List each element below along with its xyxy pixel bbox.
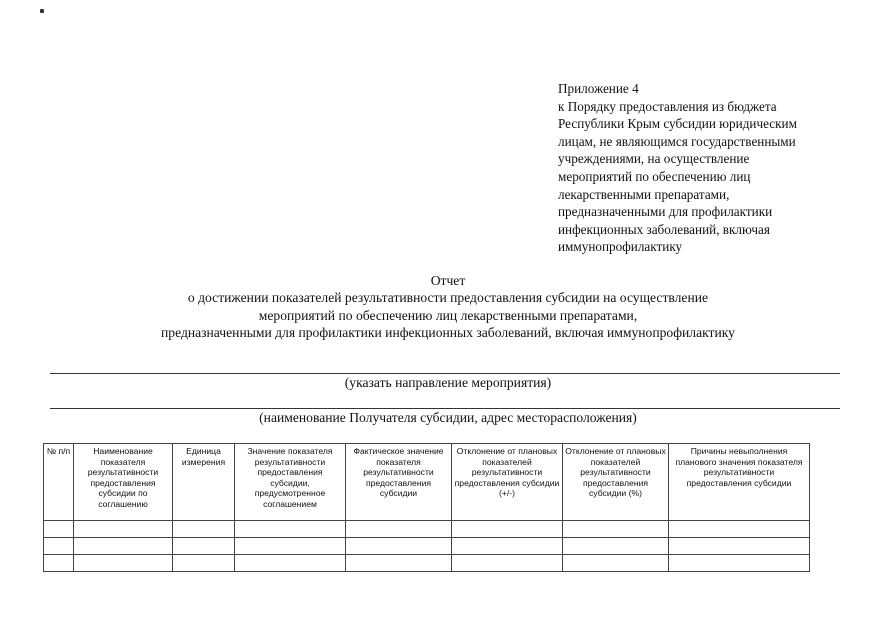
direction-fill-line[interactable] [50, 373, 840, 374]
appendix-line: лицам, не являющимся государственными [558, 133, 796, 149]
header-deviation-percent: Отклонение от плановых показателей результативности предоставления субсидии (%) [563, 444, 669, 521]
table-cell[interactable] [669, 521, 810, 538]
table-cell[interactable] [563, 538, 669, 555]
table-cell[interactable] [452, 555, 563, 572]
table-row [44, 521, 810, 538]
direction-caption: (указать направление мероприятия) [344, 375, 552, 390]
appendix-line: предназначенными для профилактики [558, 204, 773, 220]
table-cell[interactable] [74, 538, 173, 555]
appendix-line: к Порядку предоставления из бюджета [558, 98, 777, 114]
table-cell[interactable] [74, 555, 173, 572]
table-cell[interactable] [452, 521, 563, 538]
table-cell[interactable] [346, 555, 452, 572]
table-row [44, 555, 810, 572]
appendix-line: мероприятий по обеспечению лиц [558, 168, 751, 184]
appendix-line: лекарственными препаратами, [558, 186, 730, 202]
recipient-fill-line[interactable] [50, 408, 840, 409]
table-cell[interactable] [44, 538, 74, 555]
appendix-line: иммунопрофилактику [558, 239, 683, 255]
report-heading [0, 272, 896, 342]
report-subtitle-line: мероприятий по обеспечению лиц лекарственными препаратами, [258, 307, 638, 323]
header-reasons: Причины невыполнения планового значения показателя результативности предоставления субсидии [669, 444, 810, 521]
table-cell[interactable] [346, 521, 452, 538]
table-header-row [44, 444, 810, 521]
appendix-line: инфекционных заболеваний, включая [558, 221, 770, 237]
table-cell[interactable] [235, 555, 346, 572]
table-cell[interactable] [44, 521, 74, 538]
header-unit: Единица измерения [173, 444, 235, 521]
report-subtitle-line: о достижении показателей результативности предоставления субсидии на осуществление [187, 290, 709, 306]
indicators-table [43, 443, 810, 572]
table-cell[interactable] [235, 521, 346, 538]
appendix-line: Приложение 4 [558, 81, 639, 96]
table-cell[interactable] [173, 538, 235, 555]
recipient-caption: (наименование Получателя субсидии, адрес месторасположения) [259, 410, 637, 425]
table-cell[interactable] [173, 555, 235, 572]
table-cell[interactable] [669, 538, 810, 555]
table-cell[interactable] [173, 521, 235, 538]
appendix-line: учреждениями, на осуществление [558, 151, 750, 167]
table-cell[interactable] [235, 538, 346, 555]
appendix-note [558, 80, 858, 256]
table-cell[interactable] [669, 555, 810, 572]
report-subtitle-line: предназначенными для профилактики инфекционных заболеваний, включая иммунопрофилактику [161, 325, 735, 341]
scan-speck [40, 9, 44, 13]
header-deviation-abs: Отклонение от плановых показателей результативности предоставления субсидии (+/-) [452, 444, 563, 521]
header-indicator-name: Наименование показателя результативности предоставления субсидии по соглашению [74, 444, 173, 521]
header-planned-value: Значение показателя результативности предоставления субсидии, предусмотренное соглашением [235, 444, 346, 521]
table-cell[interactable] [44, 555, 74, 572]
report-title: Отчет [430, 273, 466, 288]
table-cell[interactable] [563, 555, 669, 572]
table-cell[interactable] [74, 521, 173, 538]
table-cell[interactable] [563, 521, 669, 538]
table-cell[interactable] [346, 538, 452, 555]
table-row [44, 538, 810, 555]
header-actual-value: Фактическое значение показателя результативности предоставления субсидии [346, 444, 452, 521]
table-cell[interactable] [452, 538, 563, 555]
appendix-line: Республики Крым субсидии юридическим [558, 116, 797, 132]
header-number: № п/п [44, 444, 74, 521]
